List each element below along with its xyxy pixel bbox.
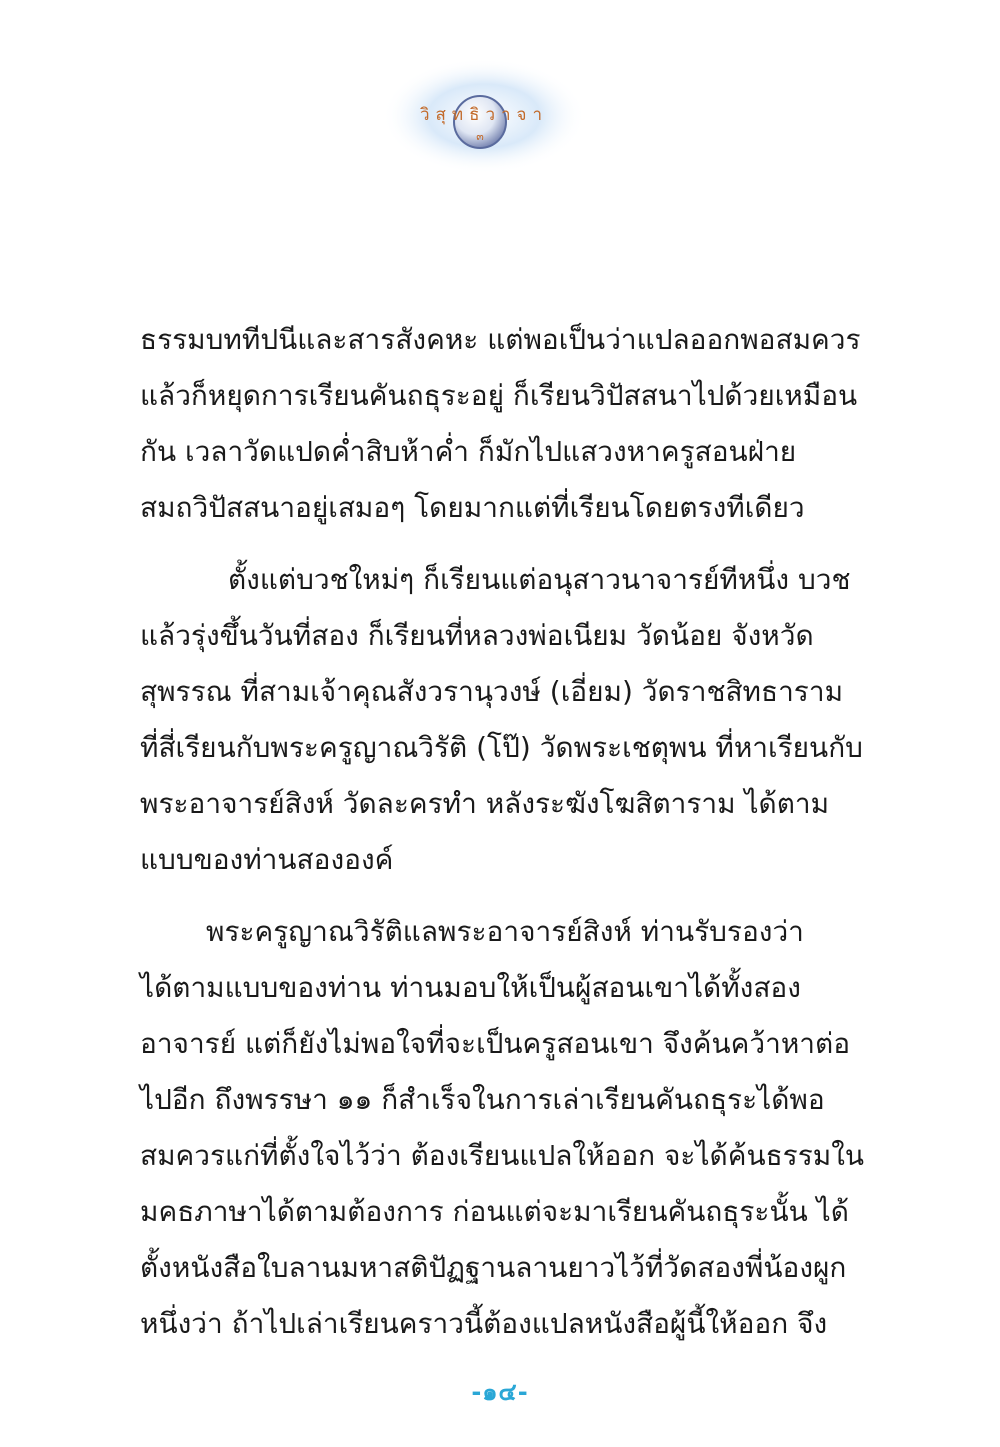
paragraph-2 (140, 552, 863, 888)
emblem-subtitle: ๓ (476, 130, 484, 143)
text-line: มคธภาษาได้ตามต้องการ ก่อนแต่จะมาเรียนคันถธุระนั้น ได้ (140, 1195, 849, 1228)
text-line: แล้วก็หยุดการเรียนคันถธุระอยู่ ก็เรียนวิปัสสนาไปด้วยเหมือน (140, 379, 858, 412)
page-number: -๑๔- (471, 1378, 529, 1406)
text-line: พระอาจารย์สิงห์ วัดละครทำ หลังระฆังโฆสิตาราม ได้ตาม (140, 787, 830, 820)
text-line: ตั้งหนังสือใบลานมหาสติปัฏฐานลานยาวไว้ที่วัดสองพี่น้องผูก (140, 1251, 847, 1284)
body-text (140, 312, 865, 1352)
text-line: กัน เวลาวัดแปดค่ำสิบห้าค่ำ ก็มักไปแสวงหาครูสอนฝ่าย (140, 435, 797, 468)
text-line: ได้ตามแบบของท่าน ท่านมอบให้เป็นผู้สอนเขาได้ทั้งสอง (140, 971, 801, 1004)
text-line: ที่สี่เรียนกับพระครูญาณวิรัติ (โป๊) วัดพระเชตุพน ที่หาเรียนกับ (140, 731, 863, 764)
paragraph-3 (140, 904, 865, 1352)
text-line: อาจารย์ แต่ก็ยังไม่พอใจที่จะเป็นครูสอนเขา จึงค้นคว้าหาต่อ (140, 1027, 851, 1060)
header-emblem (380, 56, 588, 176)
paragraph-1 (140, 312, 861, 536)
emblem-logo (380, 56, 588, 176)
text-line: แบบของท่านสององค์ (140, 843, 394, 876)
text-line: ไปอีก ถึงพรรษา ๑๑ ก็สำเร็จในการเล่าเรียนคันถธุระได้พอ (140, 1083, 825, 1116)
text-line: สุพรรณ ที่สามเจ้าคุณสังวรานุวงษ์ (เอี่ยม) วัดราชสิทธาราม (140, 675, 844, 708)
text-line: แล้วรุ่งขึ้นวันที่สอง ก็เรียนที่หลวงพ่อเนียม วัดน้อย จังหวัด (140, 619, 814, 652)
text-line: สมควรแก่ที่ตั้งใจไว้ว่า ต้องเรียนแปลให้ออก จะได้ค้นธรรมใน (140, 1139, 865, 1172)
text-line: หนึ่งว่า ถ้าไปเล่าเรียนคราวนี้ต้องแปลหนังสือผู้นี้ให้ออก จึง (140, 1307, 828, 1340)
text-line: สมถวิปัสสนาอยู่เสมอๆ โดยมากแต่ที่เรียนโดยตรงทีเดียว (140, 491, 805, 524)
text-line: พระครูญาณวิรัติแลพระอาจารย์สิงห์ ท่านรับรองว่า (206, 915, 804, 948)
text-line: ธรรมบททีปนีและสารสังคหะ แต่พอเป็นว่าแปลออกพอสมควร (140, 323, 861, 356)
text-line: ตั้งแต่บวชใหม่ๆ ก็เรียนแต่อนุสาวนาจารย์ทีหนึ่ง บวช (228, 563, 851, 596)
emblem-title: วิสุทธิวาจา (419, 105, 549, 125)
